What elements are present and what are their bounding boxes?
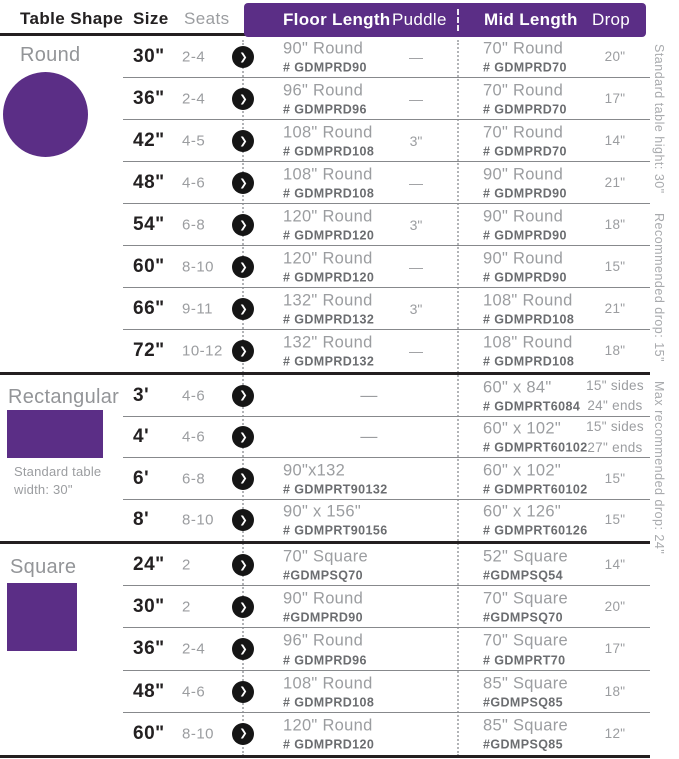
size-value: 30" xyxy=(133,596,165,618)
chevron-right-icon[interactable] xyxy=(232,554,254,576)
chevron-glyph: ❯ xyxy=(239,93,248,105)
table-row xyxy=(0,500,650,542)
mid-length-value: 70" Round xyxy=(483,81,564,100)
mid-length-code: # GDMPRT60126 xyxy=(483,523,588,538)
shape-caption: Standard table width: 30" xyxy=(14,464,102,498)
table-row xyxy=(0,586,650,628)
drop-value-ends: 24" ends xyxy=(587,397,643,413)
puddle-value: — xyxy=(409,49,423,65)
drop-value: 18" xyxy=(604,342,626,358)
chevron-glyph: ❯ xyxy=(239,643,248,655)
floor-length-value: 96" Round xyxy=(283,81,364,100)
header-banner xyxy=(244,3,646,37)
col-header-mid-length: Mid Length xyxy=(484,10,578,29)
drop-value: 15" xyxy=(604,512,626,528)
drop-cell xyxy=(577,469,653,489)
seats-value: 2-4 xyxy=(182,48,206,66)
mid-length-code: #GDMPSQ85 xyxy=(483,737,564,752)
drop-value-ends: 27" ends xyxy=(587,439,643,455)
seats-value: 2-4 xyxy=(182,90,206,108)
chevron-right-icon[interactable] xyxy=(232,88,254,110)
drop-cell xyxy=(577,639,653,659)
note-max-drop: Max recommended drop: 24" xyxy=(652,380,666,554)
drop-cell xyxy=(577,89,653,109)
floor-length-cell xyxy=(283,716,443,751)
seats-value: 4-5 xyxy=(182,132,206,150)
floor-length-cell xyxy=(283,590,443,625)
mid-length-value: 60" x 102" xyxy=(483,461,562,480)
drop-value: 20" xyxy=(604,599,626,615)
chevron-right-icon[interactable] xyxy=(232,172,254,194)
chevron-glyph: ❯ xyxy=(239,219,248,231)
mid-length-value: 85" Square xyxy=(483,716,569,735)
table-row xyxy=(0,162,650,204)
floor-length-value: 108" Round xyxy=(283,123,373,142)
floor-length-code: #GDMPSQ70 xyxy=(283,568,364,583)
drop-value: 14" xyxy=(604,556,626,572)
floor-length-code: # GDMPRT90156 xyxy=(283,523,388,538)
size-value: 6' xyxy=(133,467,150,489)
floor-length-code: # GDMPRD90 xyxy=(283,60,367,75)
chevron-glyph: ❯ xyxy=(239,473,248,485)
mid-length-value: 70" Round xyxy=(483,39,564,58)
drop-cell xyxy=(577,597,653,617)
drop-value: 18" xyxy=(604,216,626,232)
size-value: 8' xyxy=(133,509,150,531)
chevron-right-icon[interactable] xyxy=(232,426,254,448)
floor-length-value: 120" Round xyxy=(283,716,373,735)
mid-length-code: #GDMPSQ70 xyxy=(483,610,564,625)
drop-cell xyxy=(577,724,653,744)
mid-length-code: # GDMPRT60102 xyxy=(483,482,588,497)
section-square xyxy=(0,544,650,758)
drop-value: 20" xyxy=(604,48,626,64)
mid-length-code: # GDMPRD90 xyxy=(483,186,567,201)
chevron-right-icon[interactable] xyxy=(232,723,254,745)
drop-cell xyxy=(577,47,653,67)
floor-length-value: 120" Round xyxy=(283,207,373,226)
drop-cell xyxy=(577,299,653,319)
floor-length-code: # GDMPRD108 xyxy=(283,144,375,159)
size-value: 4' xyxy=(133,426,150,448)
floor-length-code: # GDMPRD96 xyxy=(283,102,367,117)
drop-value: 21" xyxy=(604,174,626,190)
chevron-glyph: ❯ xyxy=(239,345,248,357)
floor-length-value: 132" Round xyxy=(283,291,373,310)
drop-value: 21" xyxy=(604,300,626,316)
chevron-right-icon[interactable] xyxy=(232,681,254,703)
chevron-glyph: ❯ xyxy=(239,431,248,443)
size-value: 66" xyxy=(133,298,165,319)
drop-cell xyxy=(577,682,653,702)
table-row xyxy=(0,628,650,670)
table-row xyxy=(0,544,650,586)
mid-length-code: # GDMPRD108 xyxy=(483,312,575,327)
table-row xyxy=(0,713,650,755)
floor-length-code: # GDMPRD120 xyxy=(283,737,375,752)
row-separator xyxy=(123,670,650,671)
side-notes xyxy=(652,44,666,604)
seats-value: 4-6 xyxy=(182,428,206,446)
chevron-glyph: ❯ xyxy=(239,514,248,526)
table-row xyxy=(0,246,650,288)
mid-length-value: 90" Round xyxy=(483,165,564,184)
mid-length-code: # GDMPRD70 xyxy=(483,102,567,117)
row-separator xyxy=(123,245,650,246)
mid-length-value: 108" Round xyxy=(483,333,573,352)
row-separator xyxy=(123,457,650,458)
floor-length-value: 108" Round xyxy=(283,674,373,693)
table-row xyxy=(0,288,650,330)
floor-length-cell xyxy=(283,503,443,538)
col-header-seats: Seats xyxy=(184,9,230,28)
chevron-right-icon[interactable] xyxy=(232,340,254,362)
mid-length-value: 70" Round xyxy=(483,123,564,142)
floor-length-value: 90"x132 xyxy=(283,461,346,480)
floor-length-code: # GDMPRD108 xyxy=(283,186,375,201)
floor-length-cell xyxy=(283,548,443,583)
mid-length-value: 70" Square xyxy=(483,589,569,608)
seats-value: 8-10 xyxy=(182,725,215,743)
floor-length-value: 96" Round xyxy=(283,631,364,650)
row-separator xyxy=(123,119,650,120)
puddle-value: — xyxy=(409,91,423,107)
chevron-glyph: ❯ xyxy=(239,728,248,740)
size-value: 36" xyxy=(133,638,165,660)
note-standard-height: Standard table hight: 30" xyxy=(652,44,666,194)
floor-length-value: 120" Round xyxy=(283,249,373,268)
table-row xyxy=(0,120,650,162)
drop-value: 14" xyxy=(604,132,626,148)
drop-value: 15" sides xyxy=(586,377,644,393)
drop-cell xyxy=(577,257,653,277)
col-header-drop: Drop xyxy=(592,10,631,29)
seats-value: 2 xyxy=(182,598,191,616)
puddle-value: 3" xyxy=(409,217,423,233)
table-row xyxy=(0,330,650,372)
mid-length-code: # GDMPRT6084 xyxy=(483,399,581,414)
section-round xyxy=(0,36,650,375)
size-value: 48" xyxy=(133,680,165,702)
floor-length-value: 90" Round xyxy=(283,39,364,58)
chevron-right-icon[interactable] xyxy=(232,298,254,320)
mid-length-value: 52" Square xyxy=(483,547,569,566)
chevron-right-icon[interactable] xyxy=(232,468,254,490)
row-separator xyxy=(123,329,650,330)
floor-length-cell xyxy=(283,674,443,709)
chevron-glyph: ❯ xyxy=(239,177,248,189)
floor-length-cell xyxy=(283,428,455,447)
seats-value: 2-4 xyxy=(182,640,206,658)
drop-value: 17" xyxy=(604,90,626,106)
chevron-right-icon[interactable] xyxy=(232,46,254,68)
seats-value: 4-6 xyxy=(182,174,206,192)
mid-length-value: 60" x 102" xyxy=(483,419,562,438)
chevron-right-icon[interactable] xyxy=(232,130,254,152)
floor-length-value: 70" Square xyxy=(283,547,369,566)
mid-length-code: # GDMPRD90 xyxy=(483,228,567,243)
chevron-glyph: ❯ xyxy=(239,51,248,63)
puddle-value: 3" xyxy=(409,301,423,317)
mid-length-value: 90" Round xyxy=(483,249,564,268)
chevron-glyph: ❯ xyxy=(239,601,248,613)
floor-length-value: 108" Round xyxy=(283,165,373,184)
shape-label: Round xyxy=(20,44,81,66)
table-body xyxy=(0,36,650,758)
seats-value: 10-12 xyxy=(182,342,223,360)
table-row xyxy=(0,375,650,417)
drop-cell xyxy=(577,555,653,575)
table-row xyxy=(0,458,650,500)
size-value: 48" xyxy=(133,172,165,193)
chevron-right-icon[interactable] xyxy=(232,509,254,531)
size-value: 60" xyxy=(133,256,165,277)
drop-cell xyxy=(577,417,653,458)
floor-length-code: # GDMPRD120 xyxy=(283,270,375,285)
size-value: 3' xyxy=(133,384,150,406)
section-rectangular xyxy=(0,375,650,544)
size-value: 72" xyxy=(133,340,165,361)
mid-length-value: 60" x 84" xyxy=(483,378,552,397)
size-value: 54" xyxy=(133,214,165,235)
row-separator xyxy=(123,499,650,500)
puddle-value: — xyxy=(409,175,423,191)
floor-length-code: # GDMPRD108 xyxy=(283,695,375,710)
row-separator xyxy=(123,203,650,204)
floor-length-cell xyxy=(283,461,443,496)
row-separator xyxy=(123,585,650,586)
drop-cell xyxy=(577,376,653,417)
row-separator xyxy=(123,712,650,713)
shape-label: Rectangular xyxy=(8,386,120,408)
chevron-right-icon[interactable] xyxy=(232,256,254,278)
chevron-right-icon[interactable] xyxy=(232,214,254,236)
size-value: 42" xyxy=(133,130,165,151)
table-row xyxy=(0,671,650,713)
table-row xyxy=(0,36,650,78)
mid-length-code: # GDMPRD70 xyxy=(483,60,567,75)
puddle-value: — xyxy=(409,343,423,359)
col-header-puddle: Puddle xyxy=(392,10,447,29)
row-separator xyxy=(123,77,650,78)
row-separator xyxy=(123,287,650,288)
size-value: 36" xyxy=(133,88,165,109)
floor-length-code: # GDMPRD96 xyxy=(283,653,367,668)
chevron-glyph: ❯ xyxy=(239,303,248,315)
col-header-table-shape: Table Shape xyxy=(20,9,124,28)
mid-length-code: # GDMPRD90 xyxy=(483,270,567,285)
mid-length-code: # GDMPRD70 xyxy=(483,144,567,159)
mid-length-code: # GDMPRT70 xyxy=(483,653,566,668)
mid-length-value: 60" x 126" xyxy=(483,502,562,521)
floor-length-value: — xyxy=(360,385,378,405)
drop-cell xyxy=(577,341,653,361)
seats-value: 8-10 xyxy=(182,511,215,529)
row-separator xyxy=(123,161,650,162)
drop-cell xyxy=(577,510,653,530)
table-row xyxy=(0,204,650,246)
mid-length-code: # GDMPRT60102 xyxy=(483,440,588,455)
floor-length-cell xyxy=(283,386,455,405)
drop-cell xyxy=(577,131,653,151)
drop-cell xyxy=(577,173,653,193)
drop-value: 17" xyxy=(604,641,626,657)
col-header-size: Size xyxy=(133,9,169,28)
col-header-floor-length: Floor Length xyxy=(283,10,391,29)
chevron-glyph: ❯ xyxy=(239,390,248,402)
table-row xyxy=(0,417,650,459)
floor-length-code: # GDMPRD132 xyxy=(283,354,375,369)
chevron-glyph: ❯ xyxy=(239,261,248,273)
seats-value: 9-11 xyxy=(182,300,213,318)
seats-value: 2 xyxy=(182,556,191,574)
mid-length-value: 85" Square xyxy=(483,674,569,693)
seats-value: 4-6 xyxy=(182,683,206,701)
seats-value: 6-8 xyxy=(182,470,206,488)
drop-value: 12" xyxy=(604,725,626,741)
size-value: 60" xyxy=(133,722,165,744)
table-row xyxy=(0,78,650,120)
note-recommended-drop: Recommended drop: 15" xyxy=(652,212,666,362)
seats-value: 4-6 xyxy=(182,387,206,405)
chevron-glyph: ❯ xyxy=(239,559,248,571)
row-separator xyxy=(123,416,650,417)
size-value: 24" xyxy=(133,554,165,576)
seats-value: 6-8 xyxy=(182,216,206,234)
chevron-right-icon[interactable] xyxy=(232,385,254,407)
mid-length-value: 90" Round xyxy=(483,207,564,226)
floor-length-value: — xyxy=(360,426,378,446)
shape-label: Square xyxy=(10,556,77,578)
drop-value: 15" xyxy=(604,470,626,486)
chevron-glyph: ❯ xyxy=(239,135,248,147)
floor-length-code: # GDMPRD120 xyxy=(283,228,375,243)
banner-dashed-divider xyxy=(457,9,459,31)
row-separator xyxy=(123,627,650,628)
chevron-right-icon[interactable] xyxy=(232,638,254,660)
mid-length-code: #GDMPSQ85 xyxy=(483,695,564,710)
floor-length-code: # GDMPRT90132 xyxy=(283,482,388,497)
chevron-right-icon[interactable] xyxy=(232,596,254,618)
floor-length-value: 90" Round xyxy=(283,589,364,608)
floor-length-code: # GDMPRD132 xyxy=(283,312,375,327)
drop-cell xyxy=(577,215,653,235)
floor-length-cell xyxy=(283,632,443,667)
puddle-value: 3" xyxy=(409,133,423,149)
seats-value: 8-10 xyxy=(182,258,215,276)
mid-length-code: # GDMPRD108 xyxy=(483,354,575,369)
drop-value: 15" xyxy=(604,258,626,274)
size-value: 30" xyxy=(133,46,165,67)
mid-length-code: #GDMPSQ54 xyxy=(483,568,564,583)
floor-length-value: 132" Round xyxy=(283,333,373,352)
mid-length-value: 70" Square xyxy=(483,631,569,650)
floor-length-code: #GDMPRD90 xyxy=(283,610,364,625)
drop-value: 18" xyxy=(604,683,626,699)
mid-length-value: 108" Round xyxy=(483,291,573,310)
floor-length-value: 90" x 156" xyxy=(283,502,362,521)
puddle-value: — xyxy=(409,259,423,275)
chevron-glyph: ❯ xyxy=(239,686,248,698)
drop-value: 15" sides xyxy=(586,419,644,434)
